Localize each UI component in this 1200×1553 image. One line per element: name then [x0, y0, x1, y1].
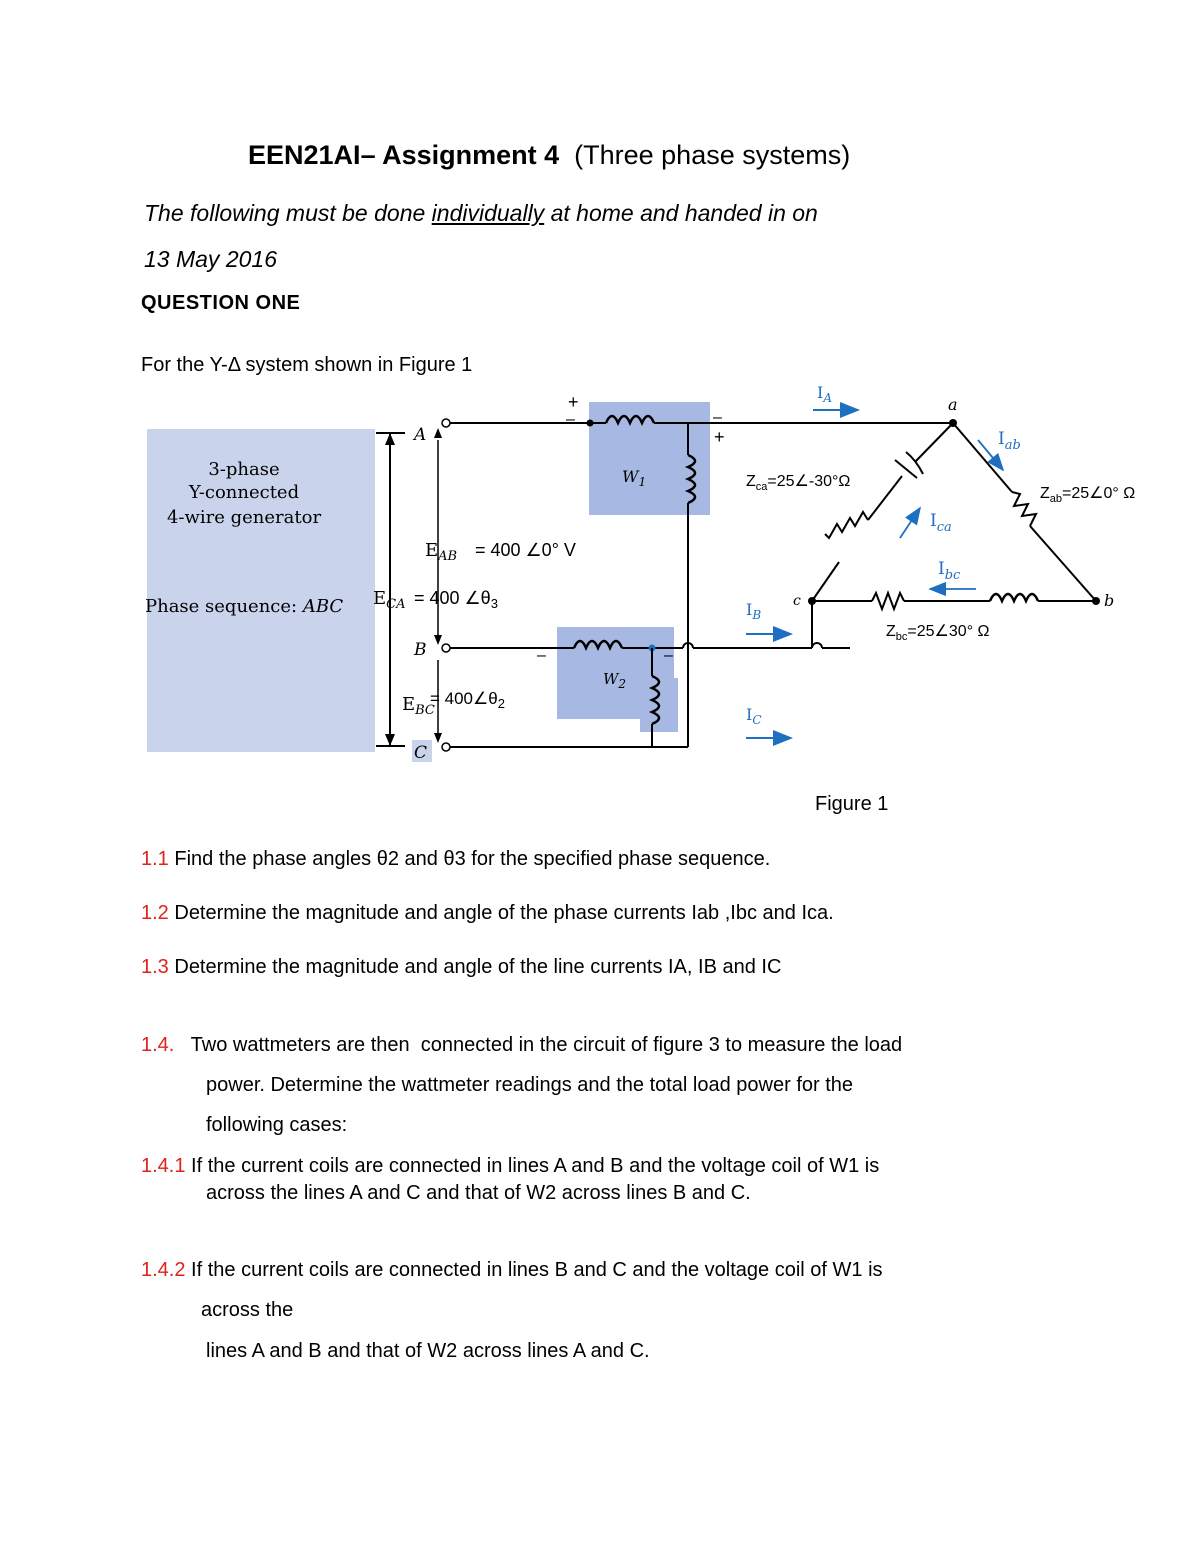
due-date: 13 May 2016	[144, 246, 277, 272]
I-ab-label: $I_{ab}$	[998, 429, 1021, 453]
E-BC-value: = $400\angle\theta_2$	[430, 689, 505, 711]
node-A-label: A	[414, 425, 427, 445]
I-bc-label: $I_{bc}$	[938, 559, 961, 583]
question-1-2: 1.2 Determine the magnitude and angle of the phase currents Iab ,Ibc and Ica.	[141, 902, 834, 924]
Z-ab-label: $Z_{ab}=25\angle 0^\circ$ Ω	[1040, 485, 1136, 505]
question-1-4-2-line-2: across the	[201, 1299, 294, 1321]
question-1-4-line-1: 1.4. Two wattmeters are then connected in the circuit of figure 3 to measure the load	[141, 1034, 903, 1056]
w2-minus-1: –	[537, 647, 546, 664]
capacitor-plate-1	[895, 460, 917, 478]
generator-label-1: 3-phase	[208, 459, 280, 480]
question-1-3: 1.3 Determine the magnitude and angle of the line currents IA, IB and IC	[141, 956, 782, 978]
w1-minus-1: –	[566, 411, 575, 428]
terminal-B	[442, 644, 450, 652]
assignment-number: Assignment 4	[382, 140, 560, 170]
I-ca-arrow	[900, 508, 920, 538]
question-1-4-line-3: following cases:	[206, 1114, 348, 1136]
E-BC-label: $E_{BC}$	[402, 694, 435, 718]
terminal-C	[442, 743, 450, 751]
inductor-bc	[990, 594, 1038, 601]
I-B-label: $I_B$	[746, 600, 762, 622]
E-AB-label: $E_{AB}$	[425, 540, 458, 564]
node-a-label: a	[948, 395, 958, 414]
figure-intro: For the Y-Δ system shown in Figure 1	[141, 354, 473, 376]
node-C-label: C	[414, 743, 428, 763]
E-CA-label: $E_{CA}$	[373, 588, 406, 612]
w1-plus-2: +	[714, 427, 725, 447]
generator-label-2: Y-connected	[188, 482, 300, 503]
I-C-label: $I_C$	[746, 705, 762, 727]
resistor-bc	[872, 593, 904, 609]
node-B-label: B	[414, 640, 427, 660]
figure-caption: Figure 1	[815, 793, 889, 815]
intro-text-a: The following must be done	[144, 200, 432, 226]
intro-line-1	[144, 200, 818, 227]
generator-label-3: 4-wire generator	[166, 507, 322, 528]
w2-minus-2: –	[664, 647, 673, 664]
w1-label: $W_1$	[622, 467, 647, 489]
intro-text-b: at home and handed in on	[544, 200, 818, 226]
w2-label: $W_2$	[603, 670, 627, 691]
title-dash: –	[360, 140, 383, 170]
E-CA-value: = 400 $\angle\theta_3$	[414, 588, 498, 611]
node-b-label: b	[1104, 591, 1115, 610]
node-c-label: c	[793, 593, 801, 609]
w1-minus-2: –	[713, 409, 722, 426]
resistor-ca	[825, 512, 868, 538]
w1-plus-1: +	[568, 392, 579, 412]
course-code: EEN21AI	[248, 140, 361, 170]
assignment-topic: (Three phase systems)	[574, 140, 851, 170]
question-1-4-2-line-3: lines A and B and that of W2 across lines A and C.	[206, 1340, 650, 1362]
assignment-title	[248, 140, 850, 171]
Z-ca-label: $Z_{ca}=25\angle-30^\circ\Omega$	[746, 473, 851, 493]
question-1-4-line-2: power. Determine the wattmeter readings and the total load power for the	[206, 1074, 854, 1096]
question-1-1: 1.1 Find the phase angles θ2 and θ3 for the specified phase sequence.	[141, 848, 771, 870]
E-AB-value: = 400 ∠0° V	[475, 540, 576, 560]
question-heading: QUESTION ONE	[141, 292, 301, 314]
phase-sequence: Phase sequence: ABC	[145, 596, 344, 617]
resistor-ab	[1012, 492, 1036, 526]
I-ca-label: $I_{ca}$	[930, 511, 952, 535]
intro-underlined: individually	[431, 200, 545, 226]
question-1-4-1-line-1: 1.4.1 If the current coils are connected in lines A and B and the voltage coil of W1 is	[141, 1155, 880, 1177]
terminal-A	[442, 419, 450, 427]
Z-bc-label: $Z_{bc}=25\angle 30^\circ$ Ω	[886, 623, 990, 643]
question-1-4-2-line-1: 1.4.2 If the current coils are connected in lines B and C and the voltage coil of W1 is	[141, 1259, 883, 1281]
I-A-label: $I_A$	[817, 383, 832, 405]
question-1-4-1-line-2: across the lines A and C and that of W2 across lines B and C.	[206, 1182, 751, 1204]
circuit-diagram	[0, 370, 1200, 790]
